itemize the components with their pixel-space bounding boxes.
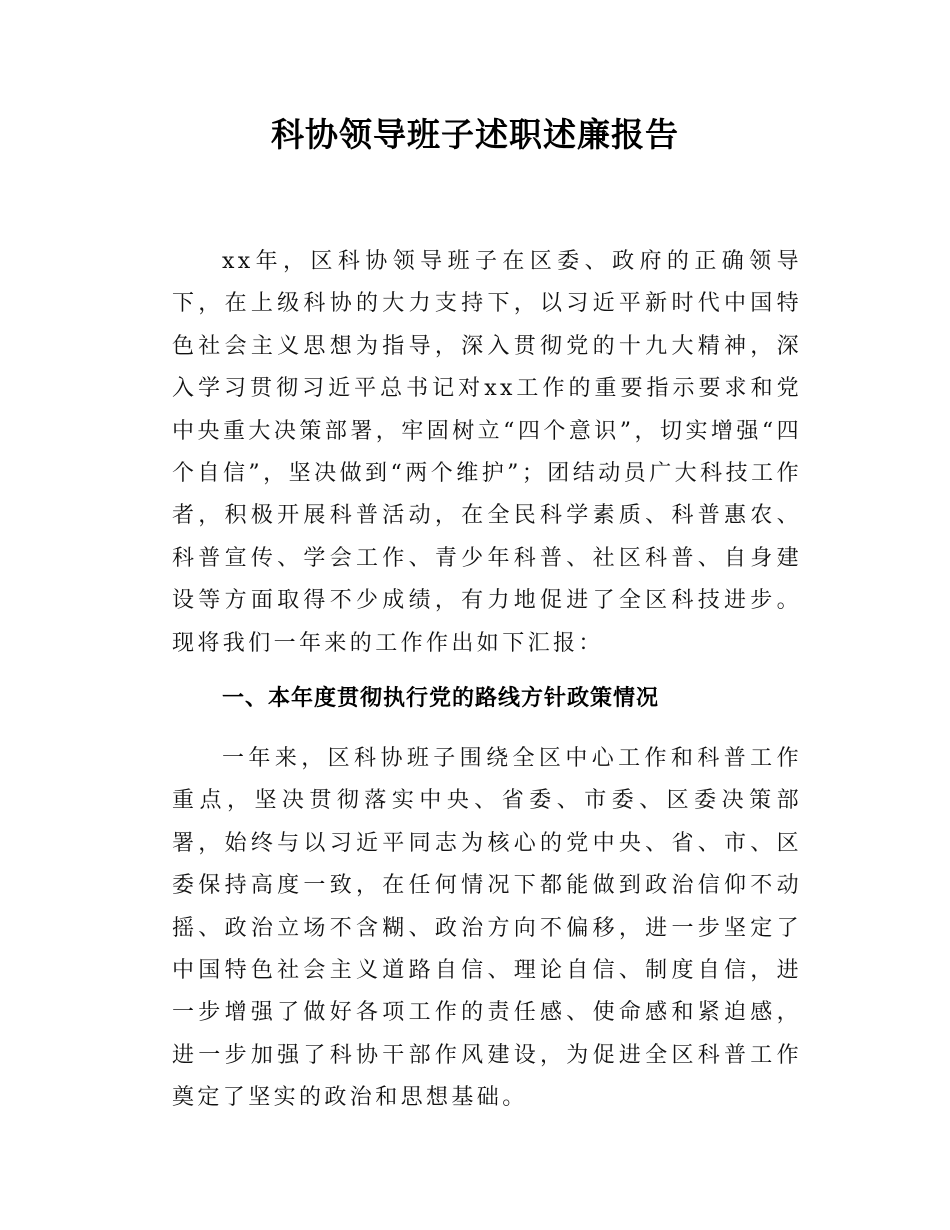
section-heading: 一、本年度贯彻执行党的路线方针政策情况 [222, 686, 660, 711]
document-title: 科协领导班子述职述廉报告 [271, 115, 679, 154]
body-paragraph: xx年，区科协领导班子在区委、政府的正确领导下，在上级科协的大力支持下，以习近平新时代中国特色社会主义思想为指导，深入贯彻党的十九大精神，深入学习贯彻习近平总书记对xx工作的重要指示要求和党中央重大决策部署，牢固树立“四个意识”，切实增强“四个自信”，坚决做到“两个维护”；团结动员广大科技工作者，积极开展科普活动，在全民科学素质、科普惠农、科普宣传、学会工作、青少年科普、社区科普、自身建设等方面取得不少成绩，有力地促进了全区科技进步。现将我们一年来的工作作出如下汇报： [172, 249, 802, 656]
body-paragraph: 一年来，区科协班子围绕全区中心工作和科普工作重点，坚决贯彻落实中央、省委、市委、区委决策部署，始终与以习近平同志为核心的党中央、省、市、区委保持高度一致，在任何情况下都能做到政治信仰不动摇、政治立场不含糊、政治方向不偏移，进一步坚定了中国特色社会主义道路自信、理论自信、制度自信，进一步增强了做好各项工作的责任感、使命感和紧迫感，进一步加强了科协干部作风建设，为促进全区科普工作奠定了坚实的政治和思想基础。 [172, 746, 802, 1111]
